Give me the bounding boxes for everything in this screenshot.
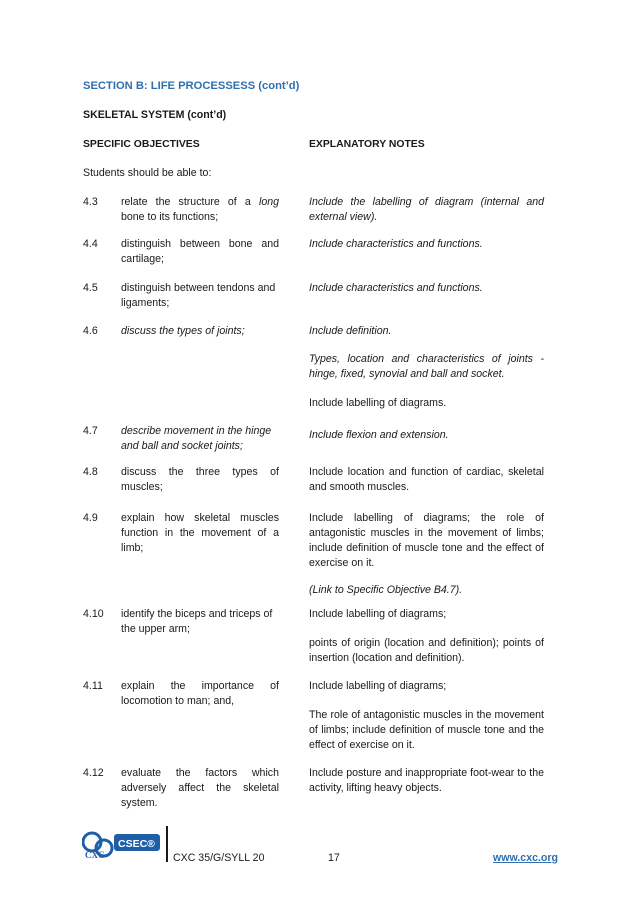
section-title: SECTION B: LIFE PROCESSESS (cont’d): [83, 80, 300, 92]
explanatory-note: Include location and function of cardiac, skeletal and smooth muscles.: [309, 466, 544, 493]
footer-divider: [166, 826, 168, 862]
objective-text: identify the biceps and triceps of the upper arm;: [121, 608, 273, 635]
objective-number: 4.5: [83, 282, 98, 294]
objective-text: explain the importance of locomotion to man; and,: [121, 680, 279, 707]
logo-text: CSEC®: [118, 838, 155, 850]
cxc-logo-icon: [82, 828, 164, 860]
intro-text: Students should be able to:: [83, 167, 212, 179]
explanatory-note: The role of antagonistic muscles in the movement of limbs; include definition of muscle tone and the effect of exercise on it.: [309, 709, 544, 751]
objective-text: discuss the types of joints;: [121, 325, 245, 337]
objective-text: relate the structure of a long bone to its functions;: [121, 196, 279, 223]
objective-text: describe movement in the hinge and ball and socket joints;: [121, 425, 272, 452]
objective-number: 4.12: [83, 767, 104, 779]
explanatory-note: Include posture and inappropriate foot-wear to the activity, lifting heavy objects.: [309, 767, 544, 794]
explanatory-note: Include labelling of diagrams.: [309, 397, 447, 409]
column-header-notes: EXPLANATORY NOTES: [309, 139, 425, 150]
cxc-csec-logo: [82, 828, 164, 860]
syllabus-code: CXC 35/G/SYLL 20: [173, 852, 265, 864]
explanatory-note: Include definition.: [309, 325, 392, 337]
objective-number: 4.8: [83, 466, 98, 478]
website-link[interactable]: www.cxc.org: [493, 852, 558, 864]
objective-number: 4.9: [83, 512, 98, 524]
explanatory-note: points of origin (location and definition); points of insertion (location and definition).: [309, 637, 544, 664]
page-number: 17: [328, 852, 340, 864]
objective-number: 4.11: [83, 680, 103, 692]
objective-text: explain how skeletal muscles function in the movement of a limb;: [121, 512, 279, 554]
objective-number: 4.4: [83, 238, 98, 250]
explanatory-note: Include the labelling of diagram (internal and external view).: [309, 196, 544, 223]
explanatory-note: Include labelling of diagrams;: [309, 608, 447, 620]
explanatory-note: (Link to Specific Objective B4.7).: [309, 584, 463, 596]
column-header-objectives: SPECIFIC OBJECTIVES: [83, 139, 200, 150]
objective-text: distinguish between bone and cartilage;: [121, 238, 279, 265]
objective-number: 4.6: [83, 325, 98, 337]
objective-text: discuss the three types of muscles;: [121, 466, 279, 493]
explanatory-note: Include characteristics and functions.: [309, 238, 483, 250]
subsection-title: SKELETAL SYSTEM (cont’d): [83, 109, 227, 121]
explanatory-note: Include labelling of diagrams;: [309, 680, 447, 692]
explanatory-note: Include labelling of diagrams; the role of antagonistic muscles in the movement of limbs; include definition of muscle tone and the effect of exercise on it.: [309, 512, 544, 569]
objective-text: evaluate the factors which adversely affect the skeletal system.: [121, 767, 279, 809]
objective-number: 4.7: [83, 425, 98, 437]
logo-mark-text: CXC: [85, 850, 105, 860]
objective-text: distinguish between tendons and ligaments;: [121, 282, 276, 309]
explanatory-note: Types, location and characteristics of joints - hinge, fixed, synovial and ball and socket.: [309, 353, 544, 380]
explanatory-note: Include flexion and extension.: [309, 429, 449, 441]
objective-number: 4.3: [83, 196, 98, 208]
objective-number: 4.10: [83, 608, 104, 620]
explanatory-note: Include characteristics and functions.: [309, 282, 483, 294]
